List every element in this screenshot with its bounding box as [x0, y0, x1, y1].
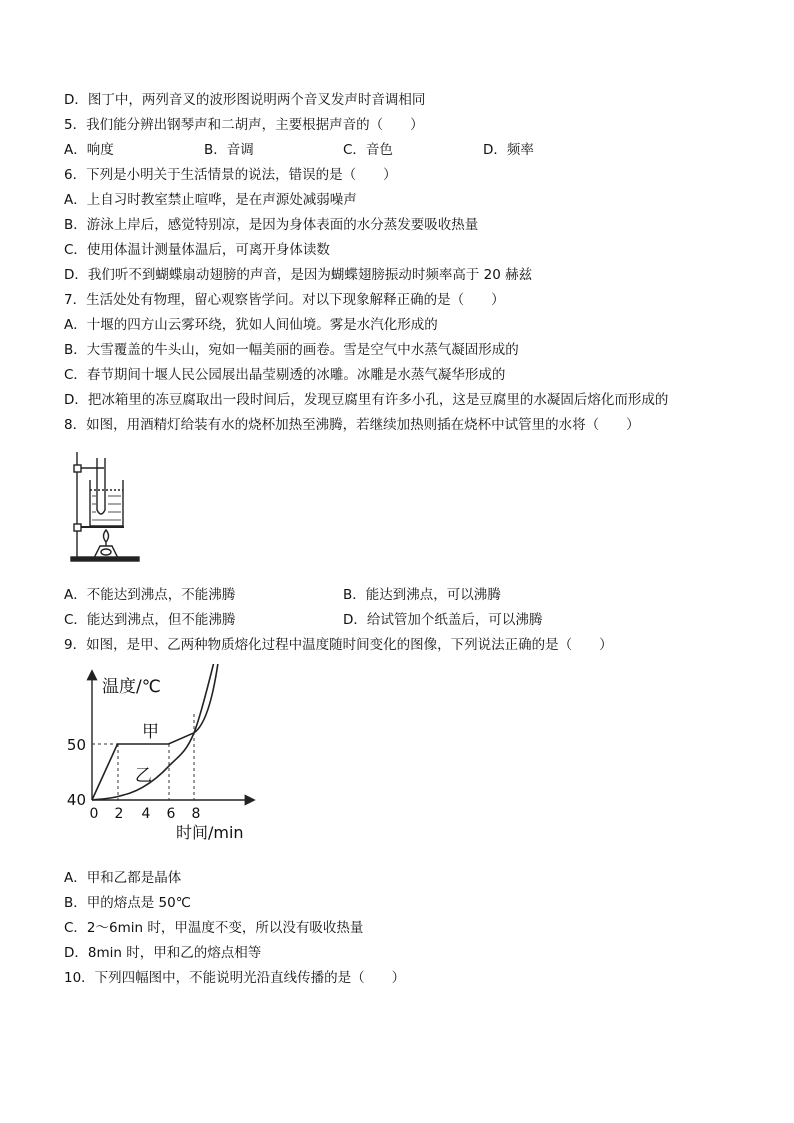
q5-option-a: A．响度: [64, 142, 114, 158]
q8-option-c: C．能达到沸点，但不能沸腾: [64, 612, 236, 628]
q6-option-d: D．我们听不到蝴蝶扇动翅膀的声音，是因为蝴蝶翅膀振动时频率高于 20 赫兹: [64, 267, 533, 283]
q5-option-b: B．音调: [204, 142, 254, 158]
q7-option-b: B．大雪覆盖的牛头山，宛如一幅美丽的画卷。雪是空气中水蒸气凝固形成的: [64, 342, 519, 358]
q8-option-d: D．给试管加个纸盖后，可以沸腾: [343, 612, 543, 628]
q9-option-d: D．8min 时，甲和乙的熔点相等: [64, 945, 262, 961]
q7-stem: 7．生活处处有物理，留心观察皆学问。对以下现象解释正确的是（ ）: [64, 292, 505, 308]
q9-stem: 9．如图，是甲、乙两种物质熔化过程中温度随时间变化的图像，下列说法正确的是（ ）: [64, 637, 613, 653]
y-axis-label: 温度/℃: [102, 677, 161, 697]
q10-stem: 10．下列四幅图中，不能说明光沿直线传播的是（ ）: [64, 970, 406, 986]
q9-option-c: C．2～6min 时，甲温度不变，所以没有吸收热量: [64, 920, 364, 936]
x-tick-0: 0: [89, 806, 99, 822]
x-axis-label: 时间/min: [176, 823, 244, 842]
q7-option-c: C．春节期间十堰人民公园展出晶莹剔透的冰雕。冰雕是水蒸气凝华形成的: [64, 367, 506, 383]
q9-option-a: A．甲和乙都是晶体: [64, 870, 182, 886]
q4-option-d: D．图丁中，两列音叉的波形图说明两个音叉发声时音调相同: [64, 92, 426, 108]
q5-stem: 5．我们能分辨出钢琴声和二胡声，主要根据声音的（ ）: [64, 117, 424, 133]
q5-option-d: D．频率: [483, 142, 534, 158]
x-tick-8: 8: [191, 806, 201, 822]
x-tick-4: 4: [141, 806, 151, 822]
q5-option-c: C．音色: [343, 142, 393, 158]
y-tick-40: 40: [66, 791, 86, 809]
y-tick-50: 50: [66, 736, 86, 754]
q8-stem: 8．如图，用酒精灯给装有水的烧杯加热至沸腾，若继续加热则插在烧杯中试管里的水将（ ）: [64, 417, 640, 433]
q7-option-d: D．把冰箱里的冻豆腐取出一段时间后，发现豆腐里有许多小孔，这是豆腐里的水凝固后熔化而形成的: [64, 392, 669, 408]
series-jia-label: 甲: [142, 722, 159, 742]
q6-option-c: C．使用体温计测量体温后，可离开身体读数: [64, 242, 330, 258]
q9-option-b: B．甲的熔点是 50℃: [64, 895, 191, 911]
q6-option-a: A．上自习时教室禁止喧哗，是在声源处减弱噪声: [64, 192, 357, 208]
apparatus-figure: [66, 446, 146, 566]
melting-graph: [58, 664, 268, 850]
x-tick-6: 6: [166, 806, 176, 822]
q8-option-a: A．不能达到沸点，不能沸腾: [64, 587, 236, 603]
series-yi-label: 乙: [135, 766, 152, 786]
q8-option-b: B．能达到沸点，可以沸腾: [343, 587, 501, 603]
q6-stem: 6．下列是小明关于生活情景的说法，错误的是（ ）: [64, 167, 397, 183]
x-tick-2: 2: [114, 806, 124, 822]
q7-option-a: A．十堰的四方山云雾环绕，犹如人间仙境。雾是水汽化形成的: [64, 317, 438, 333]
q6-option-b: B．游泳上岸后，感觉特别凉，是因为身体表面的水分蒸发要吸收热量: [64, 217, 479, 233]
